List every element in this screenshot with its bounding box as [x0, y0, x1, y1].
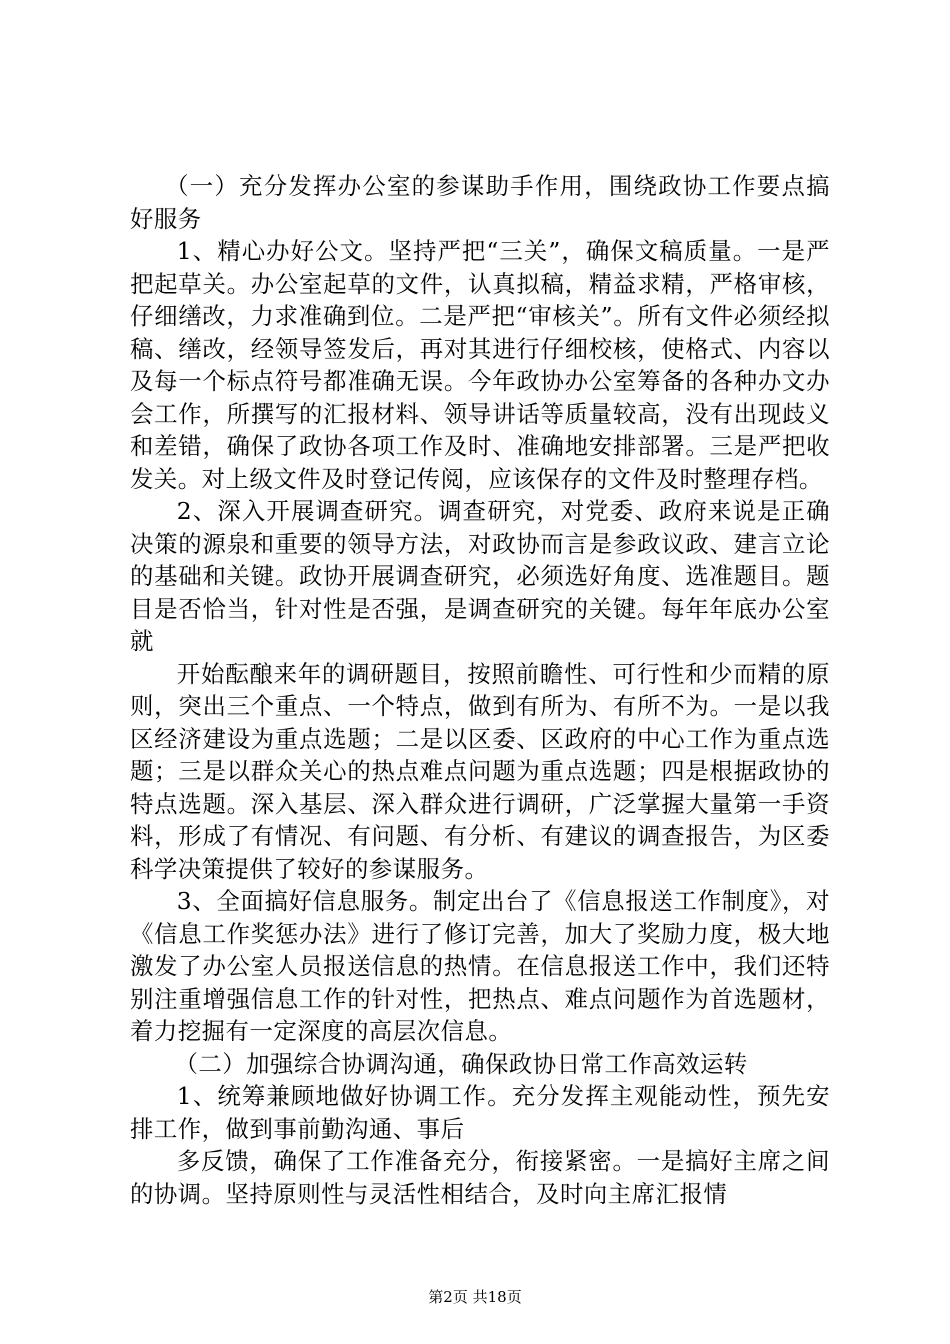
section-heading-1: （一）充分发挥办公室的参谋助手作用，围绕政协工作要点搞好服务	[130, 172, 830, 233]
document-body	[130, 170, 830, 1210]
paragraph-research-continued: 开始酝酿来年的调研题目，按照前瞻性、可行性和少而精的原则，突出三个重点、一个特点，做到有所为、有所不为。一是以我区经济建设为重点选题；二是以区委、区政府的中心工作为重点选题；三是以群众关心的热点难点问题为重点选题；四是根据政协的特点选题。深入基层、深入群众进行调研，广泛掌握大量第一手资料，形成了有情况、有问题、有分析、有建议的调查报告，为区委科学决策提供了较好的参谋服务。	[130, 659, 830, 883]
paragraph-coordination-continued: 多反馈，确保了工作准备充分，衔接紧密。一是搞好主席之间的协调。坚持原则性与灵活性相结合，及时向主席汇报情	[130, 1147, 830, 1208]
paragraph-information-service: 3、全面搞好信息服务。制定出台了《信息报送工作制度》，对《信息工作奖惩办法》进行了修订完善，加大了奖励力度，极大地激发了办公室人员报送信息的热情。在信息报送工作中，我们还特别注重增强信息工作的针对性，把热点、难点问题作为首选题材，着力挖掘有一定深度的高层次信息。	[130, 887, 830, 1045]
page-number-footer: 第2页 共18页	[428, 1288, 522, 1306]
paragraph-coordination: 1、统筹兼顾地做好协调工作。充分发挥主观能动性，预先安排工作，做到事前勤沟通、事后	[130, 1082, 830, 1143]
paragraph-research: 2、深入开展调查研究。调查研究，对党委、政府来说是正确决策的源泉和重要的领导方法，对政协而言是参政议政、建言立论的基础和关键。政协开展调查研究，必须选好角度、选准题目。题目是否恰当，针对性是否强，是调查研究的关键。每年年底办公室就	[130, 497, 830, 655]
paragraph-official-documents: 1、精心办好公文。坚持严把“三关”，确保文稿质量。一是严把起草关。办公室起草的文件，认真拟稿，精益求精，严格审核，仔细缮改，力求准确到位。二是严把“审核关”。所有文件必须经拟稿、缮改，经领导签发后，再对其进行仔细校核，使格式、内容以及每一个标点符号都准确无误。今年政协办公室筹备的各种办文办会工作，所撰写的汇报材料、领导讲话等质量较高，没有出现歧义和差错，确保了政协各项工作及时、准确地安排部署。三是严把收发关。对上级文件及时登记传阅，应该保存的文件及时整理存档。	[130, 237, 830, 493]
section-heading-2: （二）加强综合协调沟通，确保政协日常工作高效运转	[174, 1049, 748, 1078]
